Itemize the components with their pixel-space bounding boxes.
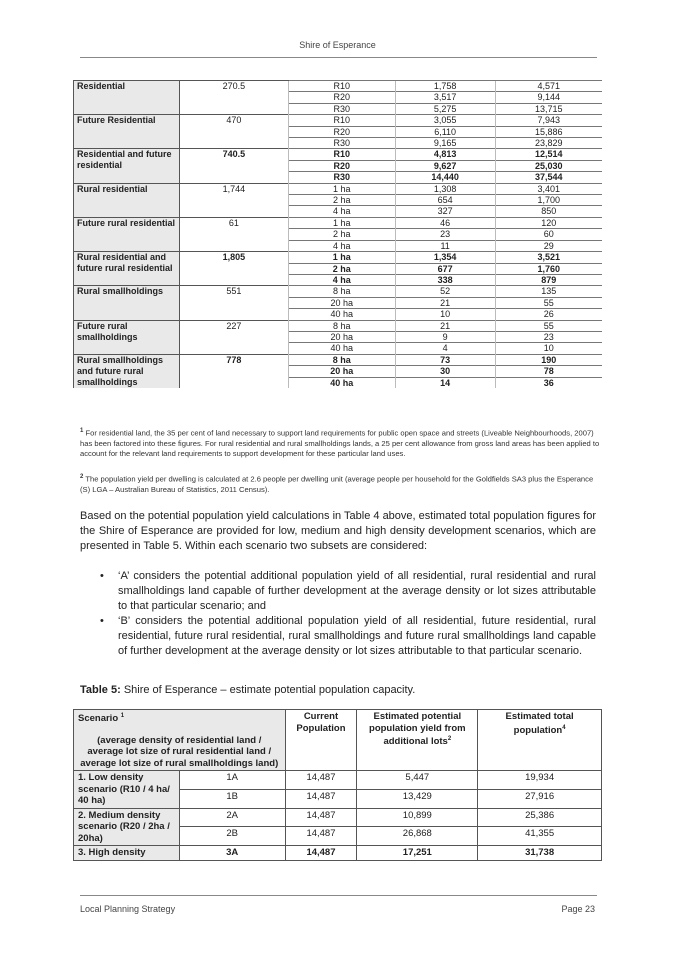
population-cell: 7,943 xyxy=(495,115,602,126)
density-cell: 2 ha xyxy=(288,195,395,206)
yield-cell: 10,899 xyxy=(357,808,478,827)
lots-cell: 338 xyxy=(395,274,495,285)
subset-cell: 1A xyxy=(179,771,285,790)
table-row xyxy=(74,354,603,365)
population-cell: 879 xyxy=(495,274,602,285)
land-type-label: Rural residential xyxy=(74,183,180,217)
population-cell: 1,760 xyxy=(495,263,602,274)
density-cell: 2 ha xyxy=(288,229,395,240)
total-population-cell: 31,738 xyxy=(478,846,602,861)
table-row xyxy=(74,846,602,861)
lots-cell: 9,165 xyxy=(395,138,495,149)
total-population-cell: 19,934 xyxy=(478,771,602,790)
yield-cell: 17,251 xyxy=(357,846,478,861)
population-cell: 55 xyxy=(495,297,602,308)
lots-cell: 21 xyxy=(395,320,495,331)
density-cell: R20 xyxy=(288,160,395,171)
table-row xyxy=(74,149,603,160)
table-row xyxy=(74,320,603,331)
footnote-2: $^2$ The population yield per dwelling is calculated at 2.6 people per dwelling unit (average people per household for the Goldfields SA3 plus the Esperance (S) LGA – Australian Bureau of Statistics, 2011 Census). xyxy=(80,474,594,494)
density-cell: 4 ha xyxy=(288,240,395,251)
lots-cell: 14 xyxy=(395,377,495,388)
land-area-cell: 270.5 xyxy=(179,81,288,115)
table5-header-row xyxy=(74,710,602,771)
density-cell: 1 ha xyxy=(288,252,395,263)
land-area-cell: 61 xyxy=(179,217,288,251)
scenario-label: 1. Low density scenario (R10 / 4 ha/ 40 ha) xyxy=(74,771,180,809)
total-population-cell: 25,386 xyxy=(478,808,602,827)
yield-cell: 13,429 xyxy=(357,789,478,808)
table5-caption: Table 5: Shire of Esperance – estimate potential population capacity. xyxy=(80,684,416,696)
density-cell: 2 ha xyxy=(288,263,395,274)
population-cell: 1,700 xyxy=(495,195,602,206)
population-cell: 26 xyxy=(495,309,602,320)
lots-cell: 677 xyxy=(395,263,495,274)
lots-cell: 3,517 xyxy=(395,92,495,103)
bullet-b: • ‘B’ considers the potential additional population yield of all residential, future residential, rural residential, future rural residential, rural smallholdings and future rural smallholdings land capable of further development at the average density or lot sizes attributable to that particular scenario. xyxy=(100,615,596,657)
land-type-label: Rural residential and future rural residential xyxy=(74,252,180,286)
density-cell: 20 ha xyxy=(288,331,395,342)
yield-cell: 5,447 xyxy=(357,771,478,790)
current-population-header: Current Population xyxy=(285,710,357,771)
header-rule xyxy=(80,57,597,58)
total-header: Estimated total population$^4$ xyxy=(478,710,602,771)
scenario-header: Scenario $^1$ (average density of residential land / average lot size of rural residential land / average lot size of rural smallholdings land) xyxy=(74,710,286,771)
population-cell: 3,521 xyxy=(495,252,602,263)
population-cell: 10 xyxy=(495,343,602,354)
footer-right: Page 23 xyxy=(561,904,595,914)
land-area-cell: 1,805 xyxy=(179,252,288,286)
subset-cell: 1B xyxy=(179,789,285,808)
population-cell: 13,715 xyxy=(495,103,602,114)
population-cell: 4,571 xyxy=(495,81,602,92)
scenario-label: 2. Medium density scenario (R20 / 2ha / 20ha) xyxy=(74,808,180,846)
density-cell: R30 xyxy=(288,138,395,149)
land-area-cell: 778 xyxy=(179,354,288,388)
density-cell: 4 ha xyxy=(288,274,395,285)
lots-cell: 21 xyxy=(395,297,495,308)
land-type-label: Future rural residential xyxy=(74,217,180,251)
population-cell: 120 xyxy=(495,217,602,228)
land-area-cell: 740.5 xyxy=(179,149,288,183)
table-row xyxy=(74,115,603,126)
subset-cell: 2A xyxy=(179,808,285,827)
population-cell: 12,514 xyxy=(495,149,602,160)
subset-cell: 3A xyxy=(179,846,285,861)
population-cell: 190 xyxy=(495,354,602,365)
population-cell: 78 xyxy=(495,366,602,377)
yield-header: Estimated potential population yield from additional lots$^2$ xyxy=(357,710,478,771)
population-cell: 29 xyxy=(495,240,602,251)
bullet-a: • ‘A’ considers the potential additional population yield of all residential, rural residential and rural smallholdings land capable of further development at the average density or lot sizes attributable to that particular scenario; and xyxy=(100,570,596,612)
population-cell: 60 xyxy=(495,229,602,240)
density-cell: R10 xyxy=(288,81,395,92)
lots-cell: 30 xyxy=(395,366,495,377)
footer-left: Local Planning Strategy xyxy=(80,904,176,914)
table-row xyxy=(74,808,602,827)
density-cell: R10 xyxy=(288,115,395,126)
current-population-cell: 14,487 xyxy=(285,808,357,827)
footnote-1: $^1$ For residential land, the 35 per cent of land necessary to support land requirements for public open space and streets (Liveable Neighbourhoods, 2007) has been factored into these figures. For rural residential and rural smallholdings lands, a 25 per cent allowance from gross land areas has been applied to account for the relevant land requirements to support development for these particular land uses. xyxy=(80,428,600,459)
lots-cell: 9 xyxy=(395,331,495,342)
density-cell: R20 xyxy=(288,92,395,103)
lots-cell: 4,813 xyxy=(395,149,495,160)
population-cell: 25,030 xyxy=(495,160,602,171)
lots-cell: 52 xyxy=(395,286,495,297)
lots-cell: 11 xyxy=(395,240,495,251)
density-cell: 8 ha xyxy=(288,354,395,365)
lots-cell: 1,308 xyxy=(395,183,495,194)
current-population-cell: 14,487 xyxy=(285,789,357,808)
lots-cell: 14,440 xyxy=(395,172,495,183)
land-type-label: Rural smallholdings xyxy=(74,286,180,320)
land-area-cell: 470 xyxy=(179,115,288,149)
population-cell: 135 xyxy=(495,286,602,297)
lots-cell: 23 xyxy=(395,229,495,240)
density-cell: 40 ha xyxy=(288,377,395,388)
land-type-label: Future Residential xyxy=(74,115,180,149)
land-area-cell: 1,744 xyxy=(179,183,288,217)
land-type-label: Rural smallholdings and future rural smallholdings xyxy=(74,354,180,388)
density-cell: 40 ha xyxy=(288,309,395,320)
population-cell: 15,886 xyxy=(495,126,602,137)
page-header: Shire of Esperance xyxy=(299,40,376,50)
lots-cell: 6,110 xyxy=(395,126,495,137)
density-cell: 8 ha xyxy=(288,320,395,331)
population-cell: 36 xyxy=(495,377,602,388)
population-cell: 37,544 xyxy=(495,172,602,183)
current-population-cell: 14,487 xyxy=(285,846,357,861)
density-cell: 1 ha xyxy=(288,217,395,228)
lots-cell: 4 xyxy=(395,343,495,354)
land-type-label: Residential xyxy=(74,81,180,115)
lots-cell: 654 xyxy=(395,195,495,206)
scenario-label: 3. High density xyxy=(74,846,180,861)
table-row xyxy=(74,81,603,92)
population-cell: 55 xyxy=(495,320,602,331)
density-cell: 20 ha xyxy=(288,297,395,308)
yield-cell: 26,868 xyxy=(357,827,478,846)
table-row xyxy=(74,771,602,790)
population-cell: 23,829 xyxy=(495,138,602,149)
lots-cell: 73 xyxy=(395,354,495,365)
density-cell: R30 xyxy=(288,103,395,114)
lots-cell: 1,758 xyxy=(395,81,495,92)
total-population-cell: 27,916 xyxy=(478,789,602,808)
density-cell: 20 ha xyxy=(288,366,395,377)
lots-cell: 5,275 xyxy=(395,103,495,114)
density-cell: R30 xyxy=(288,172,395,183)
density-cell: R20 xyxy=(288,126,395,137)
population-cell: 23 xyxy=(495,331,602,342)
population-cell: 9,144 xyxy=(495,92,602,103)
lots-cell: 3,055 xyxy=(395,115,495,126)
density-cell: 1 ha xyxy=(288,183,395,194)
land-type-label: Residential and future residential xyxy=(74,149,180,183)
land-area-cell: 227 xyxy=(179,320,288,354)
population-cell: 850 xyxy=(495,206,602,217)
population-capacity-table xyxy=(73,709,602,861)
current-population-cell: 14,487 xyxy=(285,827,357,846)
footer-rule xyxy=(80,895,597,896)
table-row xyxy=(74,217,603,228)
land-type-label: Future rural smallholdings xyxy=(74,320,180,354)
land-area-cell: 551 xyxy=(179,286,288,320)
lots-cell: 1,354 xyxy=(395,252,495,263)
intro-paragraph: Based on the potential population yield calculations in Table 4 above, estimated total population figures for the Shire of Esperance are provided for low, medium and high density development scenarios, which are presented in Table 5. Within each scenario two subsets are considered: xyxy=(80,510,596,552)
density-cell: 8 ha xyxy=(288,286,395,297)
lots-cell: 9,627 xyxy=(395,160,495,171)
subset-cell: 2B xyxy=(179,827,285,846)
total-population-cell: 41,355 xyxy=(478,827,602,846)
table-row xyxy=(74,183,603,194)
lots-cell: 10 xyxy=(395,309,495,320)
population-yield-table xyxy=(73,80,602,388)
density-cell: 4 ha xyxy=(288,206,395,217)
population-cell: 3,401 xyxy=(495,183,602,194)
density-cell: 40 ha xyxy=(288,343,395,354)
table-row xyxy=(74,286,603,297)
lots-cell: 46 xyxy=(395,217,495,228)
current-population-cell: 14,487 xyxy=(285,771,357,790)
lots-cell: 327 xyxy=(395,206,495,217)
scenario-bullets xyxy=(80,569,596,659)
table-row xyxy=(74,252,603,263)
density-cell: R10 xyxy=(288,149,395,160)
